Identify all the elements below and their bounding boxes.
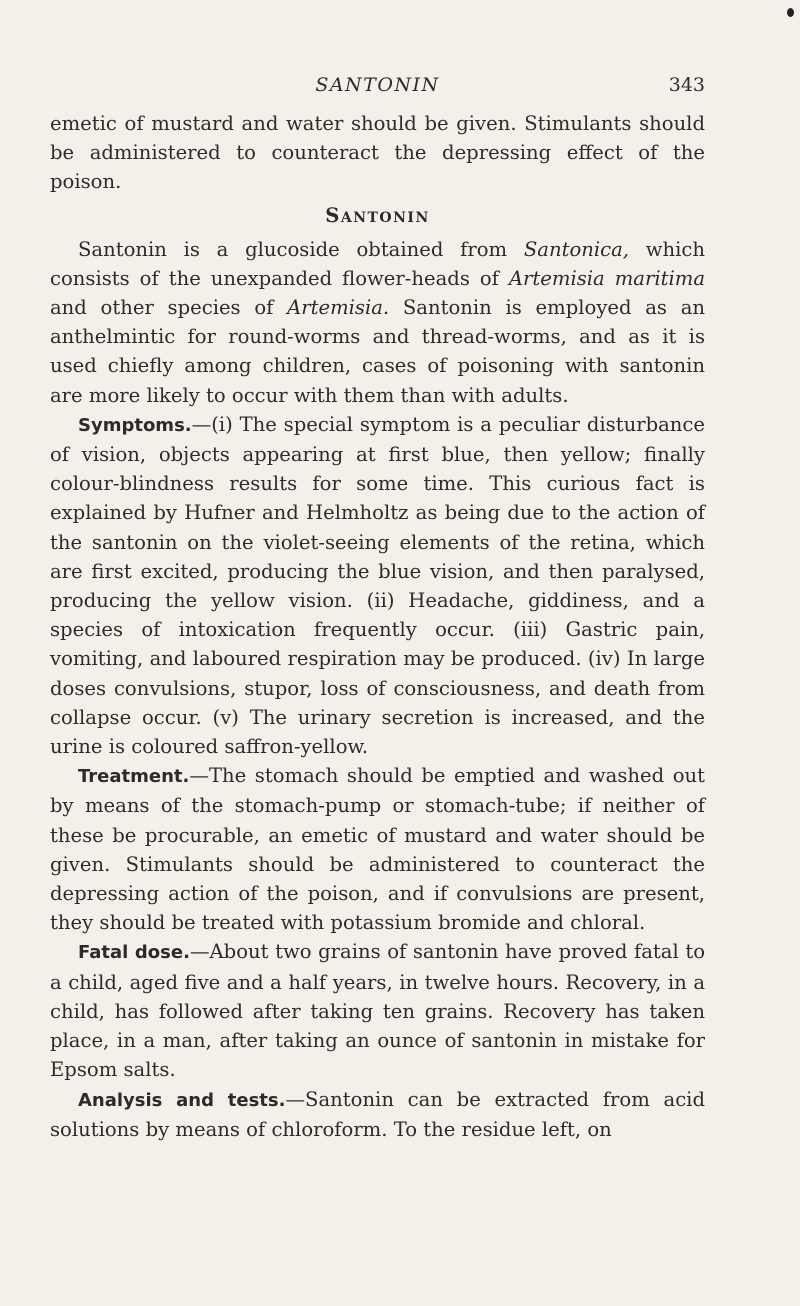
section-title: Santonin: [325, 203, 430, 227]
intro-italic-artemisia: Artemisia.: [287, 296, 390, 320]
fatal-dose-heading: Fatal dose.: [78, 942, 190, 964]
intro-italic-artemisia-maritima: Artemisia maritima: [508, 266, 706, 290]
symptoms-text: —(i) The special symptom is a peculiar disturbance of vision, objects appearing at first blue, then yellow; finally colour-blindness results for some time. This curious fact is explained by Hufner and Helmholtz as being due to the action of the santonin on the violet-seeing elements of the retina, which are first excited, producing the blue vision, and then paralysed, producing the yellow vision. (ii) Headache, giddiness, and a species of intoxication frequently occur. (iii) Gastric pain, vomiting, and laboured respiration may be produced. (iv) In large doses convulsions, stupor, loss of consciousness, and death from collapse occur. (v) The urinary secretion is increased, and the urine is coloured saffron-yellow.: [50, 412, 705, 759]
intro-text-d: Santonin is employed as an anthelmintic for round-worms and thread-worms, and as it is used chiefly among children, cases of poisoning with santonin are more likely to occur with them than with adults.: [50, 296, 705, 407]
treatment-text: —The stomach should be emptied and washed out by means of the stomach-pump or stomach-tube; if neither of these be procurable, an emetic of mustard and water should be given. Stimulants should be administered to counteract the depressing action of the poison, and if convulsions are present, they should be treated with potassium bromide and chloral.: [50, 764, 705, 935]
fatal-dose-paragraph: [50, 937, 705, 1084]
symptoms-heading: Symptoms.: [78, 414, 192, 436]
running-title: SANTONIN: [315, 74, 440, 96]
page-number: 343: [668, 74, 705, 96]
fatal-dose-text: —About two grains of santonin have proved fatal to a child, aged five and a half years, in twelve hours. Recovery, in a child, has followed after taking ten grains. Recovery has taken place, in a man, after taking an ounce of santonin in mistake for Epsom salts.: [50, 940, 705, 1082]
treatment-heading: Treatment.: [78, 766, 190, 788]
intro-text-b: which consists of the unexpanded flower-heads of: [50, 237, 705, 290]
continued-paragraph: emetic of mustard and water should be given. Stimulants should be administered to counteract the depressing effect of the poison.: [50, 112, 705, 194]
analysis-text: —Santonin can be extracted from acid solutions by means of chloroform. To the residue left, on: [50, 1087, 705, 1141]
body-text: [50, 109, 705, 1144]
symptoms-paragraph: [50, 410, 705, 761]
intro-italic-santonica: Santonica,: [523, 237, 630, 261]
page-header: [50, 74, 705, 104]
treatment-paragraph: [50, 761, 705, 937]
analysis-heading: Analysis and tests.: [78, 1089, 286, 1111]
intro-text-a: Santonin is a glucoside obtained from: [78, 237, 524, 261]
page-corner-mark: [787, 8, 794, 17]
intro-text-c: and other species of: [50, 296, 288, 320]
analysis-paragraph: [50, 1085, 705, 1144]
intro-paragraph: [50, 235, 705, 410]
